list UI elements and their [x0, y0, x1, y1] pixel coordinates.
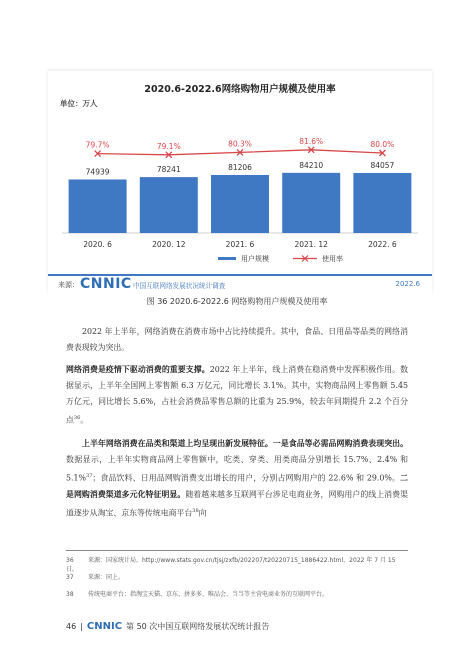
x-tick-label: 2022. 6: [368, 240, 397, 249]
footnote-ref-37[interactable]: 37: [86, 473, 93, 479]
figure-chart: [48, 70, 432, 293]
footnote-text: 来源：国家统计局，http://www.stats.gov.cn/tjsj/zxfb/202207/t20220715_1886422.html，2022 年 7 月 15 日。: [66, 557, 396, 573]
rate-value-label: 80.0%: [370, 140, 395, 149]
x-tick-label: 2021. 12: [294, 240, 328, 249]
footnote-38: [66, 589, 408, 598]
x-tick-label: 2020. 6: [83, 240, 112, 249]
bar-user-scale: [353, 173, 411, 233]
bar-user-scale: [69, 179, 127, 233]
paragraph-3-text-1: 数据显示，上半年实物商品网上零售额中，吃类、穿类、用类商品分别增长 15.7%、2.4% 和 5.1%: [66, 455, 408, 483]
source-org: 中国互联网络发展状况统计调查: [133, 282, 226, 290]
footnote-text: 来源：同上。: [88, 574, 125, 581]
bar-value-label: 78241: [156, 165, 181, 175]
x-tick-label: 2020. 12: [152, 240, 186, 249]
footer-separator: |: [80, 622, 83, 631]
chart-plot: [48, 71, 432, 274]
chart-source-bar: [48, 274, 432, 295]
rate-value-label: 79.1%: [156, 141, 181, 151]
rate-value-label: 80.3%: [228, 139, 252, 149]
bar-user-scale: [211, 175, 269, 233]
bar-value-label: 84057: [370, 160, 395, 170]
footnote-number: 37: [66, 574, 74, 581]
footnote-37: [66, 572, 408, 581]
bar-value-label: 81206: [228, 162, 252, 172]
legend-swatch-bar: [218, 257, 236, 260]
footnote-36: [66, 555, 408, 573]
paragraph-2-heading: 网络消费是疫情下驱动消费的重要支撑。: [66, 365, 210, 374]
footnote-ref-36[interactable]: 36: [73, 415, 81, 421]
legend-label-bar: 用户规模: [241, 255, 269, 263]
source-date: 2022.6: [395, 280, 420, 288]
page-footer: [66, 621, 269, 632]
rate-value-label: 81.6%: [299, 136, 324, 146]
paragraph-3: [66, 436, 408, 521]
footnote-divider: [66, 550, 408, 551]
footnote-text: 传统电商平台：指淘宝天猫、京东、拼多多、唯品会、当当等主营电商业务的互联网平台。: [88, 591, 329, 598]
chart-unit-label: 单位：万人: [60, 99, 98, 108]
footer-title: 第 50 次中国互联网络发展状况统计报告: [126, 622, 270, 631]
footnote-ref-38[interactable]: 38: [192, 507, 199, 514]
figure-caption: 图 36 2020.6-2022.6 网络购物用户规模及使用率: [146, 297, 328, 306]
paragraph-3-tail: 向: [198, 508, 207, 518]
legend-label-line: 使用率: [322, 255, 343, 263]
rate-value-label: 79.7%: [85, 140, 110, 150]
paragraph-1: [66, 324, 408, 356]
footnote-number: 38: [66, 591, 74, 598]
x-tick-label: 2021. 6: [225, 240, 255, 249]
paragraph-2-text: 2022 年上半年，线上消费在稳消费中发挥积极作用。数据显示，上半年全国网上零售额 6.3 万亿元，同比增长 3.1%。其中，实物商品网上零售额 5.45 万亿元，同比增长 5.6%，占社会消费品零售总额的比重为 25.9%，较去年同期提升 2.2 个百分点: [66, 365, 408, 425]
source-label: 来源：: [58, 281, 79, 289]
bar-value-label: 74939: [85, 167, 110, 177]
paragraph-3-text-2: ；食品饮料、日用品网购消费支出增长的用户，分别占网购用户的 22.6% 和 29.0%。: [92, 473, 401, 483]
paragraph-3-text-3: 随着越来越多互联网平台涉足电商业务，网购用户的线上消费渠道逐步从淘宝、京东等传统电商平台: [66, 489, 408, 518]
page-number: 46: [66, 622, 77, 631]
cnnic-logo: CNNIC: [80, 276, 132, 292]
footnote-number: 36: [66, 557, 74, 564]
paragraph-3-heading-2: 二是网购消费渠道多元化特征明显。: [66, 473, 408, 499]
bar-value-label: 84210: [299, 160, 324, 170]
footer-cnnic-logo: CNNIC: [86, 621, 123, 632]
paragraph-3-heading: 上半年网络消费在品类和渠道上均呈现出新发展特征。一是食品等必需品网购消费表现突出。: [82, 439, 408, 448]
chart-title: 2020.6-2022.6网络购物用户规模及使用率: [144, 84, 336, 95]
paragraph-2-end: 。: [80, 415, 89, 425]
paragraph-2: [66, 362, 408, 429]
bar-user-scale: [282, 173, 340, 233]
paragraph-1-text: 2022 年上半年，网络消费在消费市场中占比持续提升。其中，食品、日用品等品类的网络消费表现较为突出。: [66, 327, 408, 352]
bar-user-scale: [140, 177, 198, 233]
